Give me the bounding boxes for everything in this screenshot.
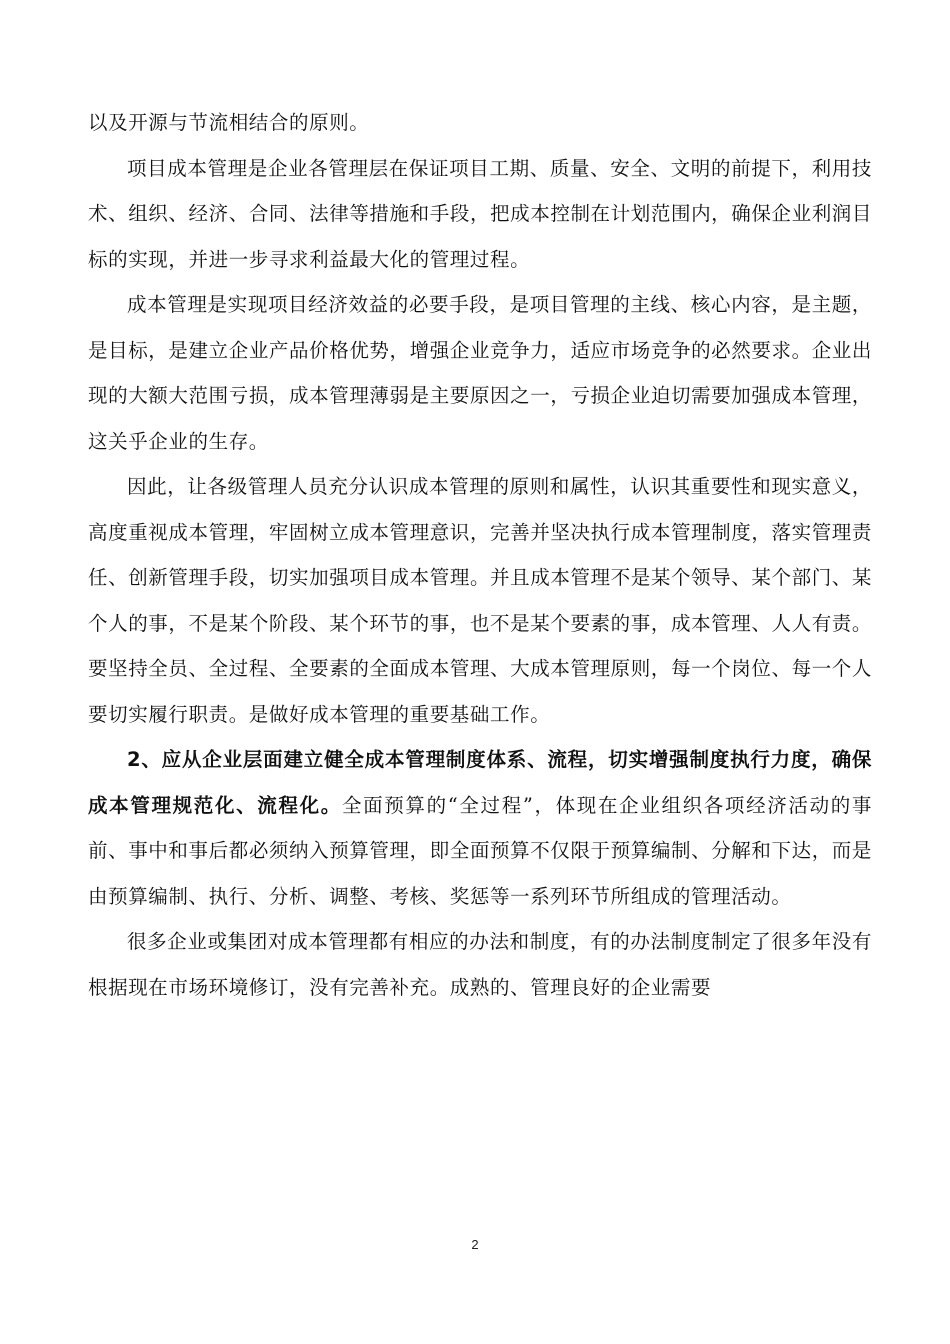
paragraph-2: 项目成本管理是企业各管理层在保证项目工期、质量、安全、文明的前提下，利用技术、组织、经济、合同、法律等措施和手段，把成本控制在计划范围内，确保企业利润目标的实现，并进一步寻求利益最大化的管理过程。 xyxy=(88,156,872,271)
page-number: 2 xyxy=(471,1237,479,1252)
section-heading-bold: 2、应从企业层面建立健全成本管理制度体系、流程，切实增强制度执行力度，确保成本管理规范化、流程化。 xyxy=(88,748,872,817)
document-body xyxy=(88,100,872,1010)
paragraph-6: 很多企业或集团对成本管理都有相应的办法和制度，有的办法制度制定了很多年没有根据现在市场环境修订，没有完善补充。成熟的、管理良好的企业需要 xyxy=(88,930,872,999)
paragraph-1: 以及开源与节流相结合的原则。 xyxy=(88,111,370,134)
paragraph-5-body: 全面预算的“全过程”，体现在企业组织各项经济活动的事前、事中和事后都必须纳入预算管理，即全面预算不仅限于预算编制、分解和下达，而是由预算编制、执行、分析、调整、考核、奖惩等一系列环节所组成的管理活动。 xyxy=(88,793,872,908)
paragraph-5 xyxy=(88,737,872,919)
paragraph-4: 因此，让各级管理人员充分认识成本管理的原则和属性，认识其重要性和现实意义，高度重视成本管理，牢固树立成本管理意识，完善并坚决执行成本管理制度，落实管理责任、创新管理手段，切实加强项目成本管理。并且成本管理不是某个领导、某个部门、某个人的事，不是某个阶段、某个环节的事，也不是某个要素的事，成本管理、人人有责。要坚持全员、全过程、全要素的全面成本管理、大成本管理原则，每一个岗位、每一个人要切实履行职责。是做好成本管理的重要基础工作。 xyxy=(88,475,872,726)
paragraph-3: 成本管理是实现项目经济效益的必要手段，是项目管理的主线、核心内容，是主题，是目标，是建立企业产品价格优势，增强企业竞争力，适应市场竞争的必然要求。企业出现的大额大范围亏损，成本管理薄弱是主要原因之一，亏损企业迫切需要加强成本管理，这关乎企业的生存。 xyxy=(88,293,872,453)
